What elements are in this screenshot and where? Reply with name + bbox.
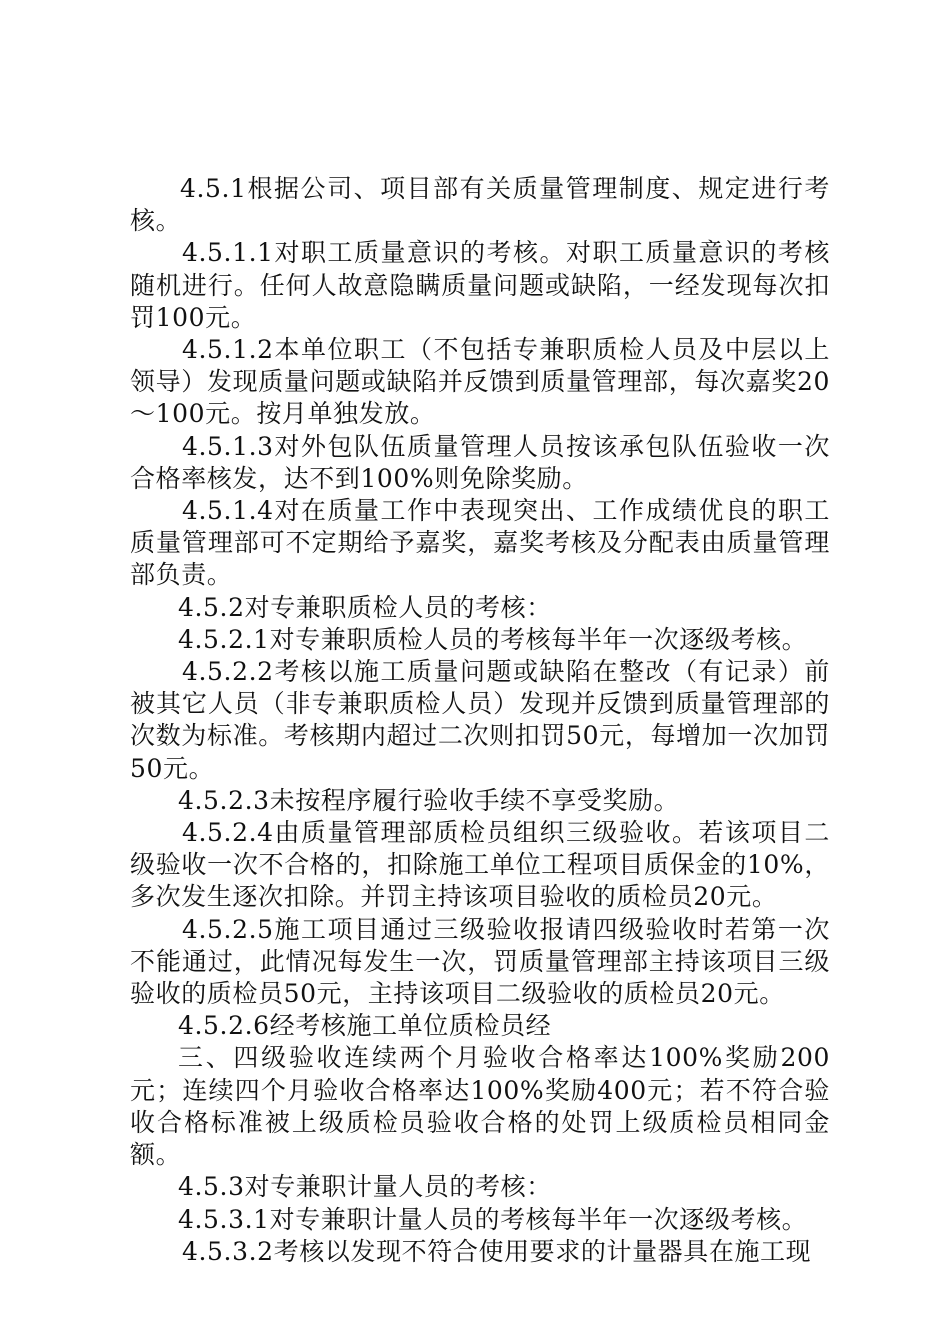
document-body xyxy=(130,173,830,1268)
paragraph-4-5-3-1: 4.5.3.1对专兼职计量人员的考核每半年一次逐级考核。 xyxy=(178,1204,808,1234)
paragraph-4-5-2-4: 4.5.2.4由质量管理部质检员组织三级验收。若该项目二级验收一次不合格的，扣除施工单位工程项目质保金的10%，多次发生逐次扣除。并罚主持该项目验收的质检员20元。 xyxy=(130,818,830,912)
paragraph-4-5-1-3: 4.5.1.3对外包队伍质量管理人员按该承包队伍验收一次合格率核发，达不到100%则免除奖励。 xyxy=(130,431,830,493)
paragraph-4-5-1: 4.5.1根据公司、项目部有关质量管理制度、规定进行考核。 xyxy=(130,174,830,236)
paragraph-4-5-2-3: 4.5.2.3未按程序履行验收手续不享受奖励。 xyxy=(178,785,680,815)
paragraph-4-5-2-6: 4.5.2.6经考核施工单位质检员经 xyxy=(178,1011,552,1041)
paragraph-4-5-1-2: 4.5.1.2本单位职工（不包括专兼职质检人员及中层以上领导）发现质量问题或缺陷并反馈到质量管理部，每次嘉奖20～100元。按月单独发放。 xyxy=(130,335,830,429)
paragraph-4-5-2-1: 4.5.2.1对专兼职质检人员的考核每半年一次逐级考核。 xyxy=(178,624,808,654)
paragraph-4-5-3: 4.5.3对专兼职计量人员的考核： xyxy=(178,1172,552,1202)
paragraph-4-5-2-5: 4.5.2.5施工项目通过三级验收报请四级验收时若第一次不能通过，此情况每发生一次，罚质量管理部主持该项目三级验收的质检员50元，主持该项目二级验收的质检员20元。 xyxy=(130,914,830,1009)
paragraph-4-5-1-1: 4.5.1.1对职工质量意识的考核。对职工质量意识的考核随机进行。任何人故意隐瞒质量问题或缺陷，一经发现每次扣罚100元。 xyxy=(130,238,830,332)
paragraph-continuation: 三、四级验收连续两个月验收合格率达100%奖励200元；连续四个月验收合格率达100%奖励400元；若不符合验收合格标准被上级质检员验收合格的处罚上级质检员相同金额。 xyxy=(130,1043,830,1170)
paragraph-4-5-1-4: 4.5.1.4对在质量工作中表现突出、工作成绩优良的职工质量管理部可不定期给予嘉奖，嘉奖考核及分配表由质量管理部负责。 xyxy=(130,496,830,590)
paragraph-4-5-3-2: 4.5.3.2考核以发现不符合使用要求的计量器具在施工现 xyxy=(182,1236,812,1266)
paragraph-4-5-2-2: 4.5.2.2考核以施工质量问题或缺陷在整改（有记录）前被其它人员（非专兼职质检人员）发现并反馈到质量管理部的次数为标准。考核期内超过二次则扣罚50元，每增加一次加罚50元。 xyxy=(130,657,830,783)
paragraph-4-5-2: 4.5.2对专兼职质检人员的考核： xyxy=(178,592,552,622)
